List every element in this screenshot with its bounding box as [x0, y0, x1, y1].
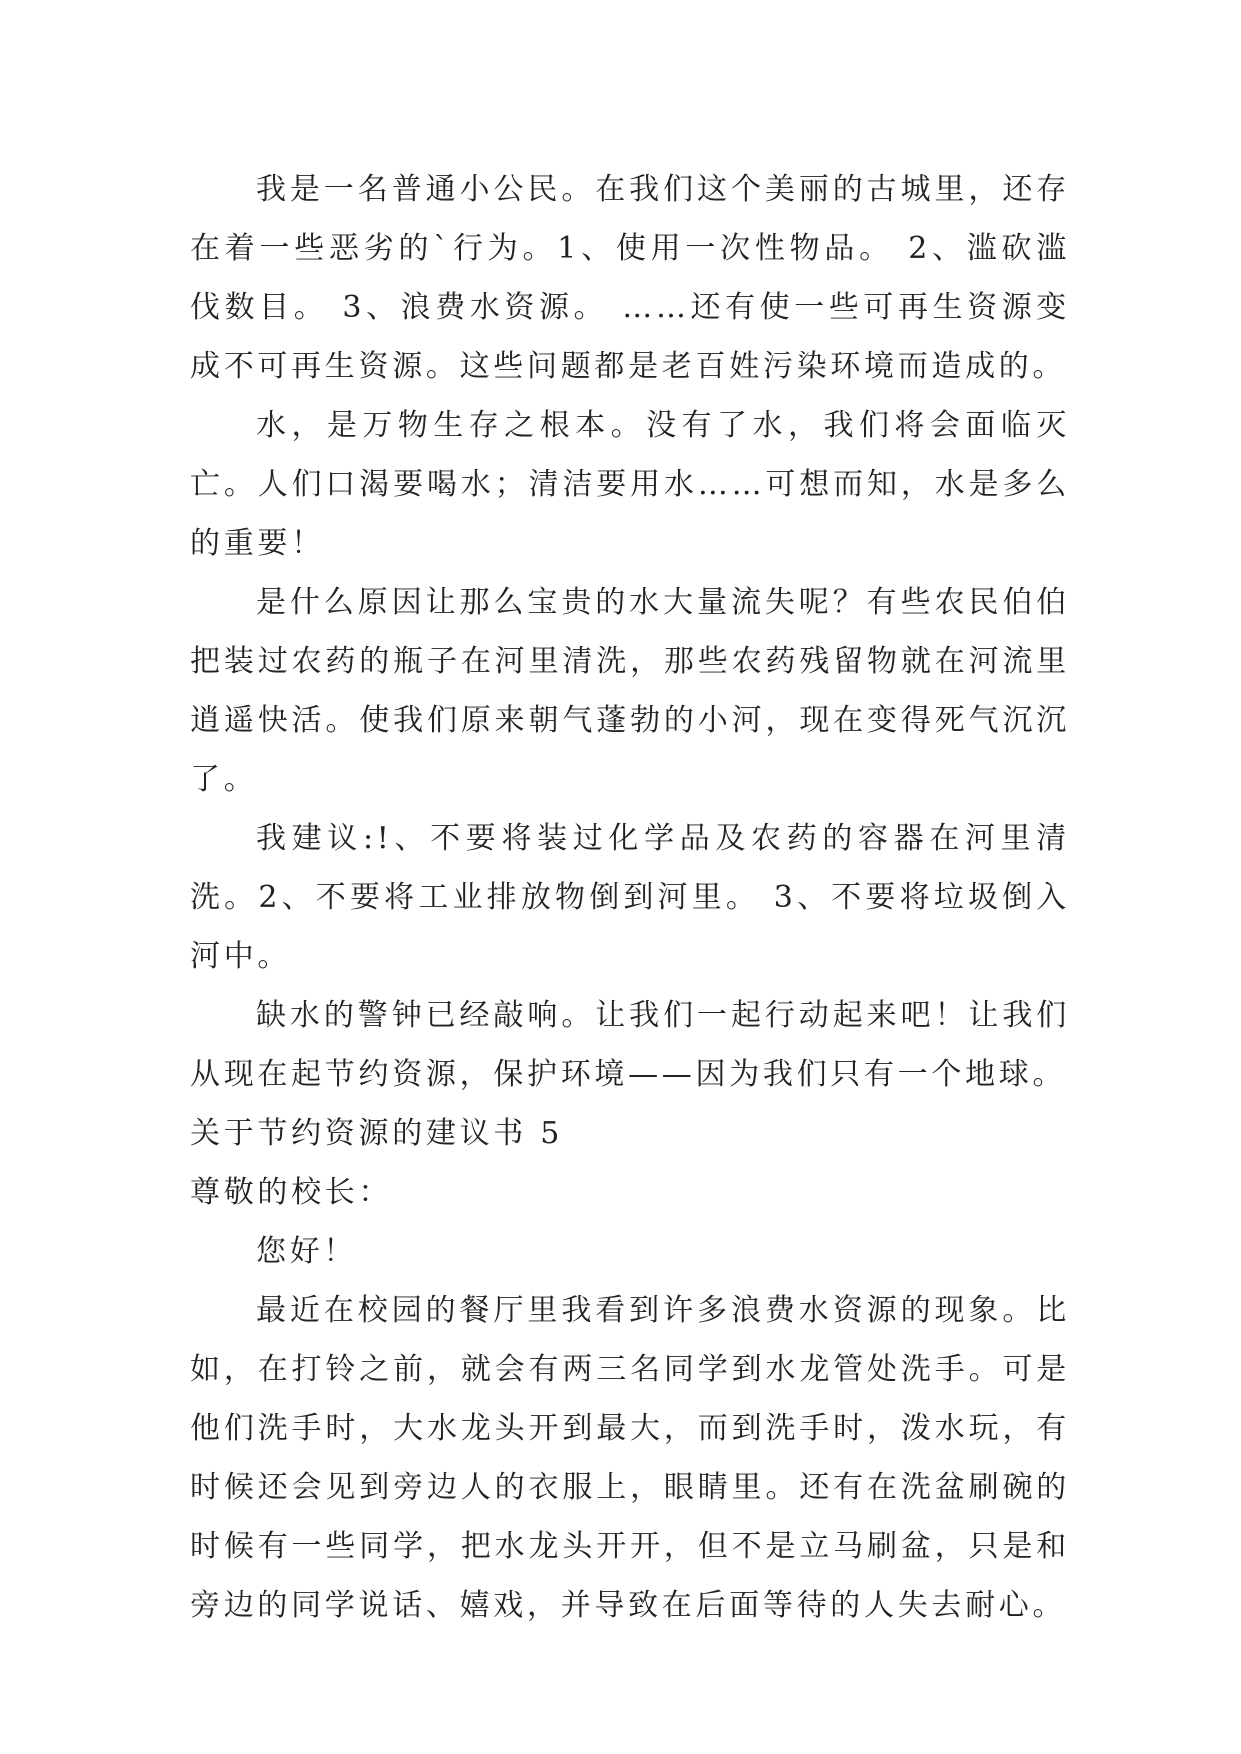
salutation: 尊敬的校长： [190, 1175, 393, 1210]
paragraph-5: 缺水的警钟已经敲响。让我们一起行动起来吧！让我们从现在起节约资源，保护环境——因为我们只有一个地球。 [190, 998, 1070, 1092]
section-title: 关于节约资源的建议书 5 [190, 1116, 564, 1151]
paragraph-3: 是什么原因让那么宝贵的水大量流失呢？有些农民伯伯把装过农药的瓶子在河里清洗，那些农药残留物就在河流里逍遥快活。使我们原来朝气蓬勃的小河，现在变得死气沉沉了。 [190, 585, 1070, 797]
paragraph-1: 我是一名普通小公民。在我们这个美丽的古城里，还存在着一些恶劣的`行为。1、使用一次性物品。 2、滥砍滥伐数目。 3、浪费水资源。 ……还有使一些可再生资源变成不可再生资源。这些问题都是老百姓污染环境而造成的。 [190, 172, 1070, 384]
paragraph-4: 我建议:!、不要将装过化学品及农药的容器在河里清洗。2、不要将工业排放物倒到河里。 3、不要将垃圾倒入河中。 [190, 821, 1070, 974]
document-page [190, 160, 1070, 1635]
greeting: 您好！ [256, 1234, 358, 1269]
paragraph-6: 最近在校园的餐厅里我看到许多浪费水资源的现象。比如，在打铃之前，就会有两三名同学到水龙管处洗手。可是他们洗手时，大水龙头开到最大，而到洗手时，泼水玩，有时候还会见到旁边人的衣服上，眼睛里。还有在洗盆刷碗的时候有一些同学，把水龙头开开，但不是立马刷盆，只是和旁边的同学说话、嬉戏，并导致在后面等待的人失去耐心。 [190, 1293, 1070, 1623]
paragraph-2: 水，是万物生存之根本。没有了水，我们将会面临灭亡。人们口渴要喝水；清洁要用水……可想而知，水是多么的重要！ [190, 408, 1070, 561]
